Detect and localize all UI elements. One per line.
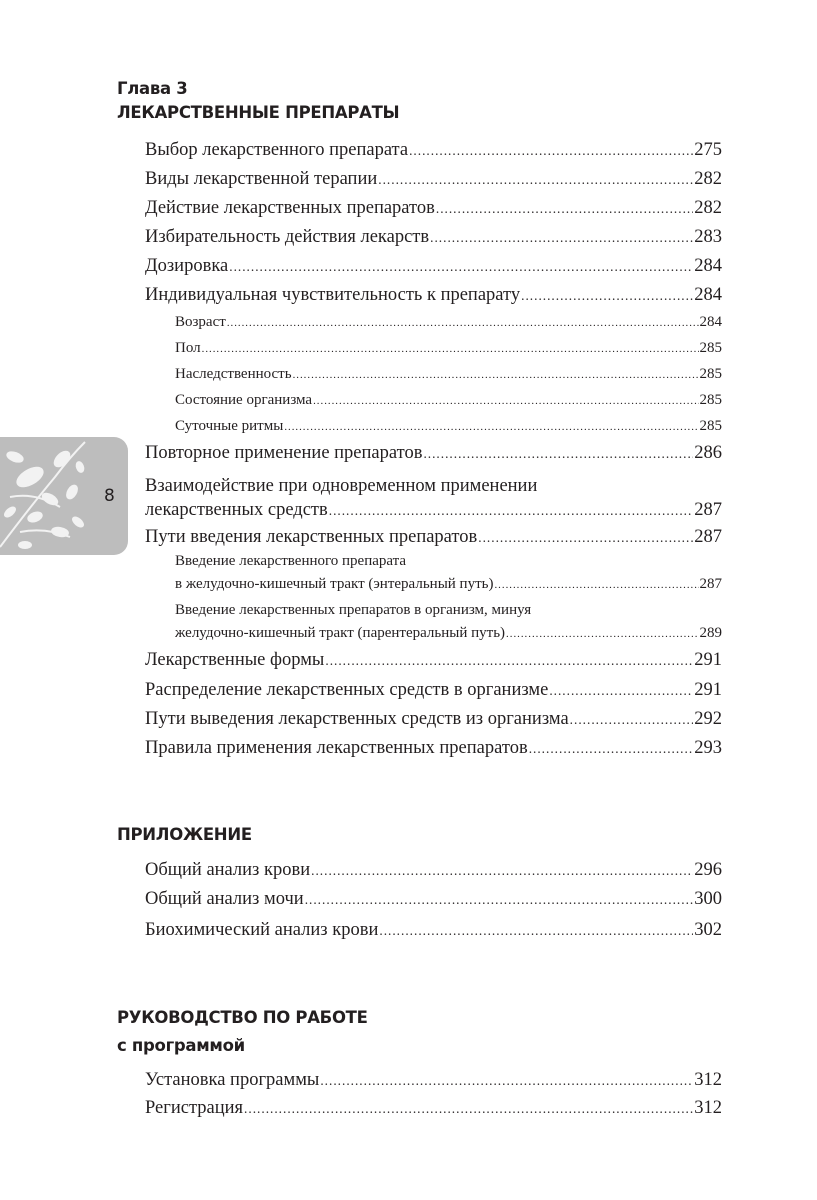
toc-entry-title: Дозировка xyxy=(145,256,229,276)
toc-entry-title: Действие лекарственных препаратов xyxy=(145,198,435,218)
toc-entry[interactable] xyxy=(145,253,722,280)
dot-leader xyxy=(329,498,694,523)
dot-leader xyxy=(284,415,698,438)
toc-entry-page: 312 xyxy=(694,1098,722,1118)
dot-leader xyxy=(379,917,693,944)
toc-entry[interactable] xyxy=(145,677,722,704)
dot-leader xyxy=(320,1067,693,1094)
toc-entry-page: 286 xyxy=(694,443,722,463)
toc-entry-title-line1: Взаимодействие при одновременном применении xyxy=(145,476,538,496)
leaf-pattern-icon xyxy=(0,437,90,555)
dot-leader xyxy=(378,166,693,193)
toc-entry-title: в желудочно-кишечный тракт (энтеральный путь) xyxy=(175,576,494,592)
toc-entry-page: 284 xyxy=(694,285,722,305)
page-number: 8 xyxy=(104,486,115,506)
toc-entry-title: Повторное применение препаратов xyxy=(145,443,423,463)
dot-leader xyxy=(244,1095,693,1122)
dot-leader xyxy=(305,886,694,913)
chapter-title: ЛЕКАРСТВЕННЫЕ ПРЕПАРАТЫ xyxy=(117,103,400,122)
toc-entry-title: Регистрация xyxy=(145,1098,244,1118)
dot-leader xyxy=(313,389,698,412)
toc-entry-title: Лекарственные формы xyxy=(145,650,325,670)
dot-leader xyxy=(430,224,693,251)
toc-entry[interactable] xyxy=(145,886,722,913)
toc-entry-title: Общий анализ крови xyxy=(145,860,311,880)
toc-entry-title: лекарственных средств xyxy=(145,500,328,520)
toc-entry-page: 287 xyxy=(699,576,722,592)
toc-entry[interactable] xyxy=(145,706,722,733)
toc-entry-title: Суточные ритмы xyxy=(175,418,284,434)
toc-entry[interactable] xyxy=(145,735,722,762)
toc-entry-title: Общий анализ мочи xyxy=(145,889,304,909)
toc-entry[interactable] xyxy=(145,524,722,551)
toc-entry-page: 287 xyxy=(694,527,722,547)
toc-entry-title: Пути выведения лекарственных средств из организма xyxy=(145,709,569,729)
toc-entry[interactable] xyxy=(145,195,722,222)
toc-entry-title: Пол xyxy=(175,340,201,356)
toc-subentry[interactable] xyxy=(175,337,722,360)
toc-entry-page: 285 xyxy=(699,340,722,356)
toc-entry-page: 283 xyxy=(694,227,722,247)
toc-entry[interactable] xyxy=(145,1095,722,1122)
toc-entry[interactable] xyxy=(145,647,722,674)
toc-entry-title: Возраст xyxy=(175,314,226,330)
toc-entry-title: Биохимический анализ крови xyxy=(145,920,379,940)
toc-entry-page: 302 xyxy=(694,920,722,940)
toc-entry-page: 284 xyxy=(694,256,722,276)
toc-subentry[interactable] xyxy=(175,599,722,646)
toc-entry-page: 282 xyxy=(694,198,722,218)
toc-entry-page: 287 xyxy=(694,500,722,520)
toc-entry-title: Избирательность действия лекарств xyxy=(145,227,430,247)
toc-entry[interactable] xyxy=(145,282,722,309)
toc-entry-title: Индивидуальная чувствительность к препарату xyxy=(145,285,521,305)
dot-leader xyxy=(325,647,693,674)
toc-subentry[interactable] xyxy=(175,415,722,438)
dot-leader xyxy=(227,311,699,334)
toc-entry-page: 291 xyxy=(694,680,722,700)
toc-subentry[interactable] xyxy=(175,550,722,597)
guide-subtitle: с программой xyxy=(117,1036,245,1055)
toc-entry-title-line1: Введение лекарственного препарата xyxy=(175,553,407,569)
toc-entry-page: 292 xyxy=(694,709,722,729)
toc-entry-page: 285 xyxy=(699,366,722,382)
toc-subentry[interactable] xyxy=(175,363,722,386)
toc-entry-page: 282 xyxy=(694,169,722,189)
toc-entry-title: Пути введения лекарственных препаратов xyxy=(145,527,478,547)
dot-leader xyxy=(202,337,699,360)
dot-leader xyxy=(478,524,693,551)
toc-entry-title: желудочно-кишечный тракт (парентеральный путь) xyxy=(175,625,506,641)
dot-leader xyxy=(529,735,694,762)
guide-title: РУКОВОДСТВО ПО РАБОТЕ xyxy=(117,1008,368,1027)
dot-leader xyxy=(436,195,693,222)
toc-entry[interactable] xyxy=(145,917,722,944)
toc-entry[interactable] xyxy=(145,474,722,523)
toc-entry[interactable] xyxy=(145,166,722,193)
toc-entry-title: Распределение лекарственных средств в организме xyxy=(145,680,549,700)
dot-leader xyxy=(423,440,693,467)
toc-entry-page: 285 xyxy=(699,418,722,434)
dot-leader xyxy=(229,253,693,280)
toc-entry-title: Выбор лекарственного препарата xyxy=(145,140,409,160)
toc-subentry[interactable] xyxy=(175,311,722,334)
toc-entry-page: 300 xyxy=(694,889,722,909)
toc-entry-page: 291 xyxy=(694,650,722,670)
toc-entry[interactable] xyxy=(145,137,722,164)
chapter-label: Глава 3 xyxy=(117,79,188,98)
dot-leader xyxy=(311,857,693,884)
toc-entry-title-line1: Введение лекарственных препаратов в организм, минуя xyxy=(175,602,532,618)
toc-entry[interactable] xyxy=(145,440,722,467)
dot-leader xyxy=(293,363,699,386)
toc-entry-page: 285 xyxy=(699,392,722,408)
toc-entry-page: 289 xyxy=(699,625,722,641)
toc-subentry[interactable] xyxy=(175,389,722,412)
toc-entry-page: 284 xyxy=(699,314,722,330)
toc-entry-title: Виды лекарственной терапии xyxy=(145,169,378,189)
toc-entry-title: Состояние организма xyxy=(175,392,313,408)
toc-entry-page: 312 xyxy=(694,1070,722,1090)
dot-leader xyxy=(521,282,693,309)
toc-entry-page: 296 xyxy=(694,860,722,880)
dot-leader xyxy=(506,622,698,646)
dot-leader xyxy=(409,137,693,164)
dot-leader xyxy=(549,677,693,704)
toc-entry-title: Установка программы xyxy=(145,1070,320,1090)
toc-entry[interactable] xyxy=(145,224,722,251)
dot-leader xyxy=(570,706,694,733)
dot-leader xyxy=(494,573,698,597)
toc-entry-title: Правила применения лекарственных препаратов xyxy=(145,738,528,758)
appendix-title: ПРИЛОЖЕНИЕ xyxy=(117,825,252,844)
toc-entry[interactable] xyxy=(145,1067,722,1094)
toc-entry-title: Наследственность xyxy=(175,366,292,382)
toc-entry-page: 293 xyxy=(694,738,722,758)
toc-entry-page: 275 xyxy=(694,140,722,160)
toc-entry[interactable] xyxy=(145,857,722,884)
